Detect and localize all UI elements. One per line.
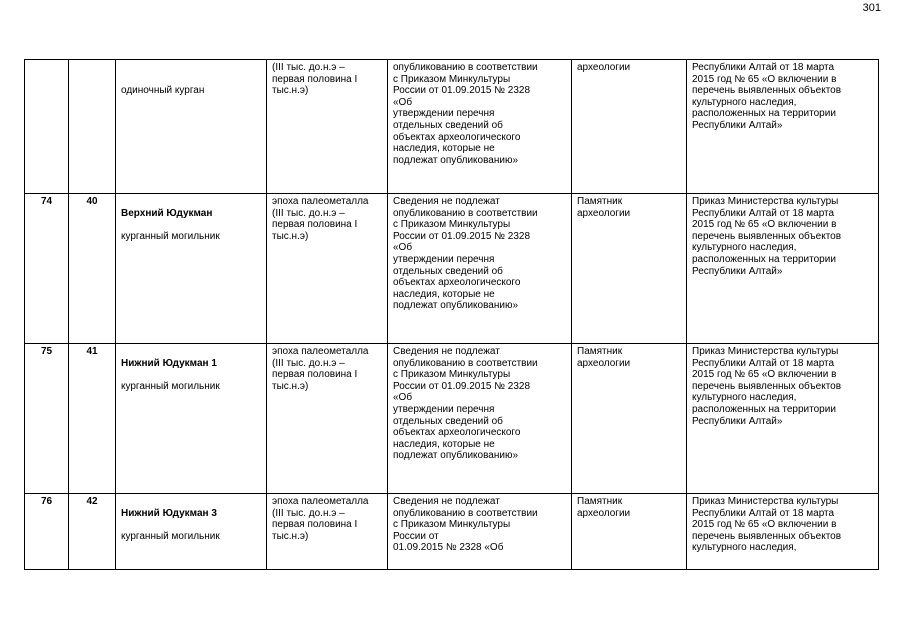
object-dating: эпоха палеометалла (III тыс. до.н.э – первая половина I тыс.н.э)	[267, 494, 388, 570]
object-info: Сведения не подлежат опубликованию в соответствии с Приказом Минкультуры России от 01.09.2015 № 2328 «Об утверждении перечня отдельных сведений об объектах археологического наследия, которые не подлежат опубликованию»	[388, 344, 572, 494]
object-dating: эпоха палеометалла (III тыс. до.н.э – первая половина I тыс.н.э)	[267, 344, 388, 494]
object-category: Памятник археологии	[572, 494, 687, 570]
object-type: курганный могильник	[121, 530, 220, 542]
row-sub-number: 40	[69, 194, 116, 344]
object-name-cell	[116, 60, 267, 194]
object-document: Приказ Министерства культуры Республики Алтай от 18 марта 2015 год № 65 «О включении в перечень выявленных объектов культурного наследия,	[687, 494, 879, 570]
object-dating: эпоха палеометалла (III тыс. до.н.э – первая половина I тыс.н.э)	[267, 194, 388, 344]
object-name: Нижний Юдукман 3	[121, 507, 217, 519]
row-number: 74	[25, 194, 69, 344]
heritage-registry-table	[24, 59, 879, 570]
page-number: 301	[862, 2, 881, 14]
object-type: одиночный курган	[121, 85, 205, 97]
object-category: Памятник археологии	[572, 194, 687, 344]
object-document: Приказ Министерства культуры Республики Алтай от 18 марта 2015 год № 65 «О включении в перечень выявленных объектов культурного наследия, расположенных на территории Республики Алтай»	[687, 344, 879, 494]
row-number: 75	[25, 344, 69, 494]
object-document: Приказ Министерства культуры Республики Алтай от 18 марта 2015 год № 65 «О включении в перечень выявленных объектов культурного наследия, расположенных на территории Республики Алтай»	[687, 194, 879, 344]
table-row	[25, 194, 879, 344]
object-info: Сведения не подлежат опубликованию в соответствии с Приказом Минкультуры России от 01.09.2015 № 2328 «Об утверждении перечня отдельных сведений об объектах археологического наследия, которые не подлежат опубликованию»	[388, 194, 572, 344]
object-category: Памятник археологии	[572, 344, 687, 494]
object-name-cell	[116, 344, 267, 494]
row-sub-number	[69, 60, 116, 194]
object-name: Верхний Юдукман	[121, 207, 213, 219]
object-type: курганный могильник	[121, 380, 220, 392]
object-document: Республики Алтай от 18 марта 2015 год № 65 «О включении в перечень выявленных объектов культурного наследия, расположенных на территории Республики Алтай»	[687, 60, 879, 194]
object-name-cell	[116, 194, 267, 344]
object-category: археологии	[572, 60, 687, 194]
row-sub-number: 41	[69, 344, 116, 494]
object-dating: (III тыс. до.н.э – первая половина I тыс.н.э)	[267, 60, 388, 194]
object-info: опубликованию в соответствии с Приказом Минкультуры России от 01.09.2015 № 2328 «Об утверждении перечня отдельных сведений об объектах археологического наследия, которые не подлежат опубликованию»	[388, 60, 572, 194]
table-row	[25, 344, 879, 494]
row-number: 76	[25, 494, 69, 570]
object-name-cell	[116, 494, 267, 570]
table-row	[25, 494, 879, 570]
row-number	[25, 60, 69, 194]
row-sub-number: 42	[69, 494, 116, 570]
object-info: Сведения не подлежат опубликованию в соответствии с Приказом Минкультуры России от 01.09.2015 № 2328 «Об	[388, 494, 572, 570]
object-type: курганный могильник	[121, 230, 220, 242]
table-row	[25, 60, 879, 194]
object-name: Нижний Юдукман 1	[121, 357, 217, 369]
